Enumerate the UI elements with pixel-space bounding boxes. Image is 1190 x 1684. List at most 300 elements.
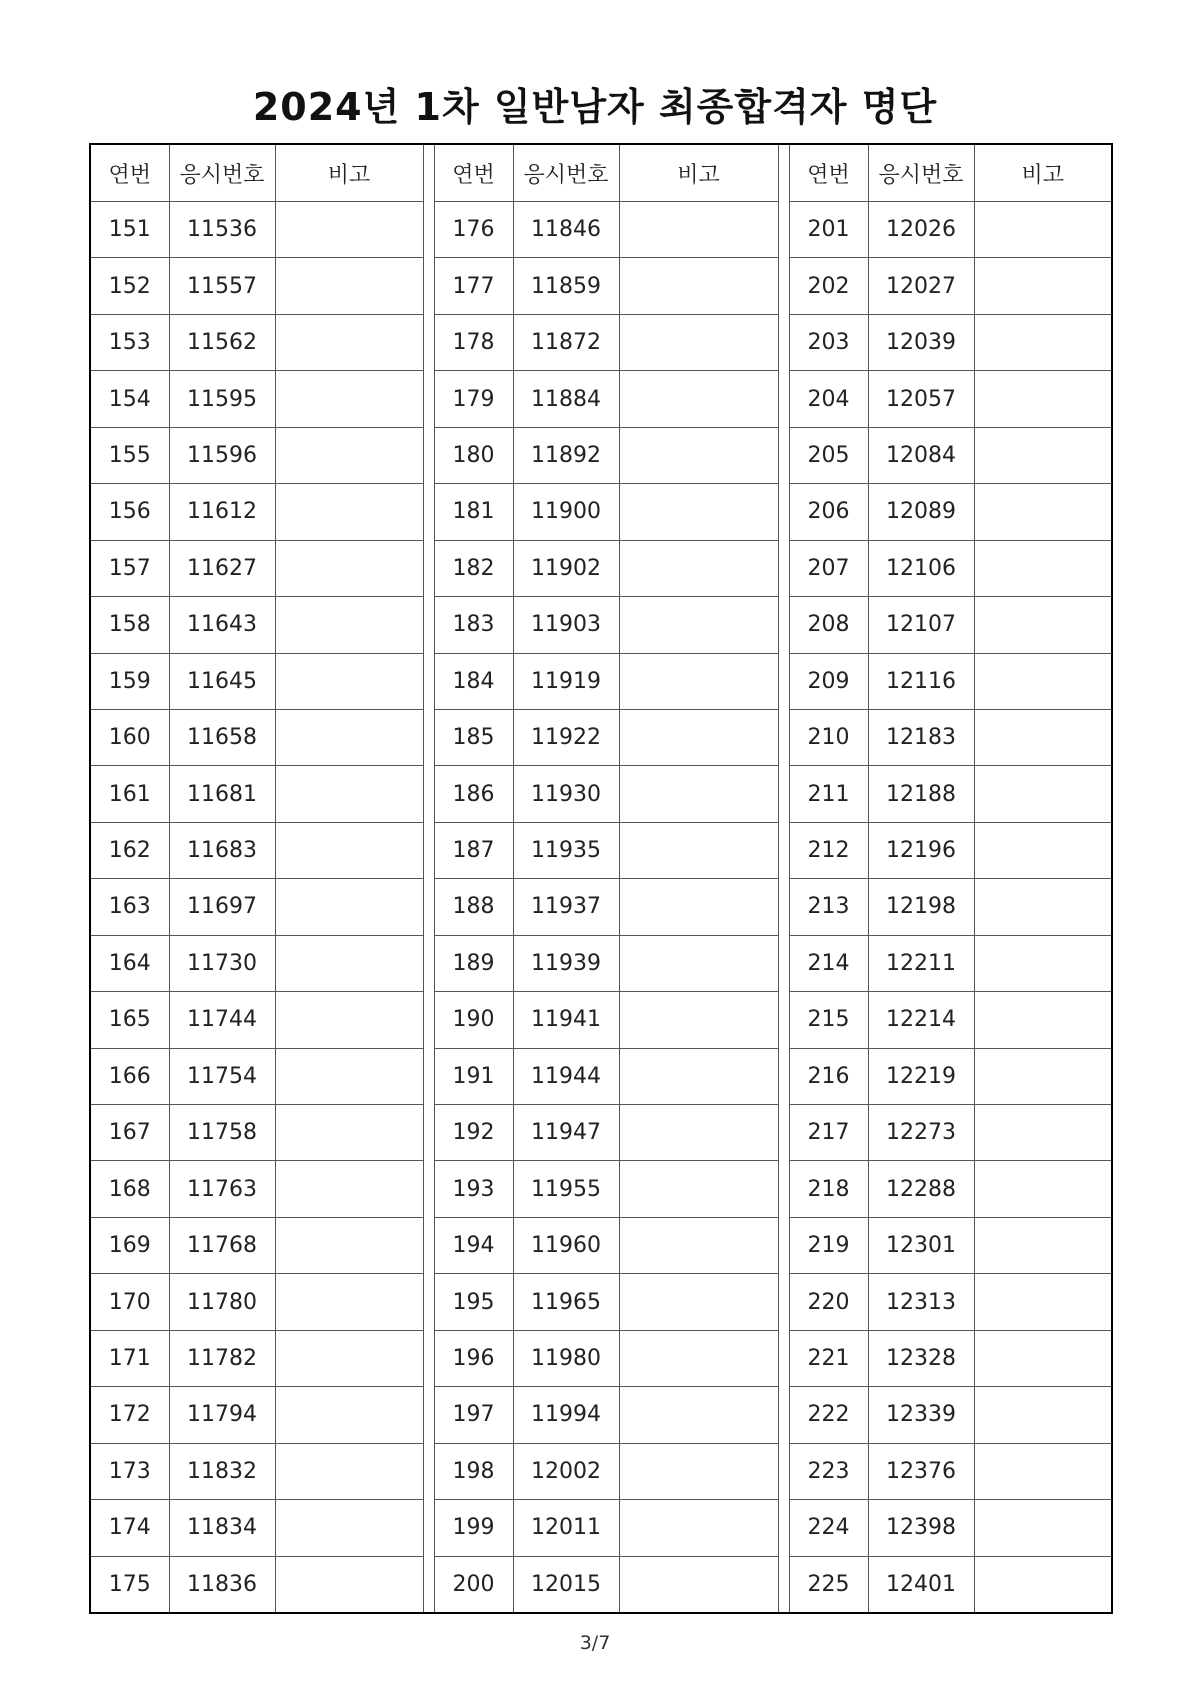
exam-no-cell: 12273 bbox=[868, 1105, 974, 1161]
note-cell bbox=[974, 597, 1112, 653]
table-row bbox=[90, 992, 1112, 1048]
table-row bbox=[90, 258, 1112, 314]
column-gap bbox=[423, 709, 434, 765]
note-cell bbox=[974, 822, 1112, 878]
note-cell bbox=[619, 1105, 778, 1161]
exam-no-cell: 11744 bbox=[169, 992, 275, 1048]
exam-no-cell: 11658 bbox=[169, 709, 275, 765]
exam-no-cell: 11859 bbox=[513, 258, 619, 314]
exam-no-cell: 12011 bbox=[513, 1500, 619, 1556]
seq-cell: 186 bbox=[434, 766, 513, 822]
seq-cell: 189 bbox=[434, 935, 513, 991]
exam-no-cell: 12211 bbox=[868, 935, 974, 991]
exam-no-cell: 11922 bbox=[513, 709, 619, 765]
seq-cell: 176 bbox=[434, 202, 513, 258]
note-cell bbox=[974, 879, 1112, 935]
table-row bbox=[90, 766, 1112, 822]
table-row bbox=[90, 1387, 1112, 1443]
column-gap bbox=[778, 371, 789, 427]
results-table bbox=[89, 143, 1113, 1614]
note-cell bbox=[619, 484, 778, 540]
exam-no-cell: 11980 bbox=[513, 1330, 619, 1386]
column-gap bbox=[423, 1274, 434, 1330]
column-gap bbox=[423, 879, 434, 935]
note-cell bbox=[275, 1387, 423, 1443]
seq-cell: 209 bbox=[789, 653, 868, 709]
note-cell bbox=[275, 653, 423, 709]
seq-cell: 220 bbox=[789, 1274, 868, 1330]
exam-no-cell: 12084 bbox=[868, 427, 974, 483]
exam-no-cell: 11955 bbox=[513, 1161, 619, 1217]
column-gap bbox=[778, 314, 789, 370]
exam-no-cell: 11562 bbox=[169, 314, 275, 370]
table-row bbox=[90, 1556, 1112, 1613]
exam-no-cell: 11595 bbox=[169, 371, 275, 427]
exam-no-cell: 11832 bbox=[169, 1443, 275, 1499]
note-cell bbox=[619, 371, 778, 427]
note-cell bbox=[974, 314, 1112, 370]
exam-no-cell: 12196 bbox=[868, 822, 974, 878]
note-cell bbox=[974, 202, 1112, 258]
column-gap bbox=[778, 1048, 789, 1104]
note-cell bbox=[619, 427, 778, 483]
seq-cell: 163 bbox=[90, 879, 169, 935]
column-gap bbox=[423, 371, 434, 427]
column-gap bbox=[778, 822, 789, 878]
seq-cell: 177 bbox=[434, 258, 513, 314]
note-cell bbox=[275, 1330, 423, 1386]
exam-no-cell: 11557 bbox=[169, 258, 275, 314]
column-gap bbox=[423, 1048, 434, 1104]
seq-cell: 155 bbox=[90, 427, 169, 483]
exam-no-cell: 12026 bbox=[868, 202, 974, 258]
exam-no-cell: 12057 bbox=[868, 371, 974, 427]
exam-no-cell: 11994 bbox=[513, 1387, 619, 1443]
exam-no-cell: 11944 bbox=[513, 1048, 619, 1104]
seq-cell: 225 bbox=[789, 1556, 868, 1613]
seq-cell: 171 bbox=[90, 1330, 169, 1386]
exam-no-cell: 11872 bbox=[513, 314, 619, 370]
column-gap bbox=[423, 1161, 434, 1217]
exam-no-cell: 12339 bbox=[868, 1387, 974, 1443]
exam-no-cell: 11697 bbox=[169, 879, 275, 935]
exam-no-cell: 11758 bbox=[169, 1105, 275, 1161]
note-cell bbox=[619, 540, 778, 596]
column-gap bbox=[778, 258, 789, 314]
seq-cell: 151 bbox=[90, 202, 169, 258]
column-gap bbox=[423, 1217, 434, 1273]
note-cell bbox=[275, 935, 423, 991]
column-gap bbox=[423, 935, 434, 991]
table-row bbox=[90, 1274, 1112, 1330]
note-cell bbox=[974, 1048, 1112, 1104]
exam-no-cell: 11903 bbox=[513, 597, 619, 653]
column-gap bbox=[423, 597, 434, 653]
seq-cell: 198 bbox=[434, 1443, 513, 1499]
seq-cell: 178 bbox=[434, 314, 513, 370]
exam-no-cell: 11884 bbox=[513, 371, 619, 427]
table-row bbox=[90, 202, 1112, 258]
note-cell bbox=[974, 1330, 1112, 1386]
seq-cell: 205 bbox=[789, 427, 868, 483]
column-gap bbox=[423, 992, 434, 1048]
column-gap bbox=[778, 879, 789, 935]
note-cell bbox=[275, 1500, 423, 1556]
exam-no-cell: 12015 bbox=[513, 1556, 619, 1613]
page-title: 2024년 1차 일반남자 최종합격자 명단 bbox=[252, 85, 938, 129]
note-cell bbox=[619, 597, 778, 653]
column-gap bbox=[423, 144, 434, 202]
exam-no-cell: 11681 bbox=[169, 766, 275, 822]
exam-no-cell: 11763 bbox=[169, 1161, 275, 1217]
note-cell bbox=[619, 879, 778, 935]
seq-cell: 211 bbox=[789, 766, 868, 822]
seq-cell: 179 bbox=[434, 371, 513, 427]
seq-cell: 152 bbox=[90, 258, 169, 314]
exam-no-cell: 12328 bbox=[868, 1330, 974, 1386]
column-gap bbox=[778, 1161, 789, 1217]
column-gap bbox=[778, 1217, 789, 1273]
seq-cell: 222 bbox=[789, 1387, 868, 1443]
page-number: 3/7 bbox=[579, 1632, 611, 1654]
note-cell bbox=[275, 427, 423, 483]
note-cell bbox=[275, 879, 423, 935]
note-cell bbox=[275, 822, 423, 878]
exam-no-cell: 11965 bbox=[513, 1274, 619, 1330]
table-row bbox=[90, 1500, 1112, 1556]
exam-no-cell: 11937 bbox=[513, 879, 619, 935]
column-gap bbox=[423, 1556, 434, 1613]
note-cell bbox=[619, 1500, 778, 1556]
exam-no-cell: 11846 bbox=[513, 202, 619, 258]
exam-no-cell: 11536 bbox=[169, 202, 275, 258]
seq-cell: 188 bbox=[434, 879, 513, 935]
seq-cell: 164 bbox=[90, 935, 169, 991]
column-gap bbox=[423, 258, 434, 314]
seq-cell: 206 bbox=[789, 484, 868, 540]
column-gap bbox=[778, 653, 789, 709]
column-gap bbox=[423, 1500, 434, 1556]
exam-no-cell: 12107 bbox=[868, 597, 974, 653]
column-gap bbox=[778, 484, 789, 540]
exam-no-cell: 11941 bbox=[513, 992, 619, 1048]
exam-no-cell: 11612 bbox=[169, 484, 275, 540]
column-gap bbox=[423, 822, 434, 878]
note-cell bbox=[619, 1330, 778, 1386]
seq-cell: 197 bbox=[434, 1387, 513, 1443]
header-seq: 연번 bbox=[434, 144, 513, 202]
note-cell bbox=[275, 258, 423, 314]
header-note: 비고 bbox=[275, 144, 423, 202]
exam-no-cell: 12214 bbox=[868, 992, 974, 1048]
note-cell bbox=[275, 1161, 423, 1217]
column-gap bbox=[778, 144, 789, 202]
table-row bbox=[90, 709, 1112, 765]
table-row bbox=[90, 427, 1112, 483]
note-cell bbox=[619, 766, 778, 822]
seq-cell: 194 bbox=[434, 1217, 513, 1273]
note-cell bbox=[974, 1443, 1112, 1499]
exam-no-cell: 12313 bbox=[868, 1274, 974, 1330]
table-row bbox=[90, 597, 1112, 653]
seq-cell: 153 bbox=[90, 314, 169, 370]
seq-cell: 204 bbox=[789, 371, 868, 427]
note-cell bbox=[619, 1556, 778, 1613]
seq-cell: 173 bbox=[90, 1443, 169, 1499]
exam-no-cell: 12002 bbox=[513, 1443, 619, 1499]
seq-cell: 159 bbox=[90, 653, 169, 709]
note-cell bbox=[619, 1274, 778, 1330]
column-gap bbox=[423, 314, 434, 370]
table-row bbox=[90, 653, 1112, 709]
note-cell bbox=[275, 766, 423, 822]
header-exam-no: 응시번호 bbox=[513, 144, 619, 202]
exam-no-cell: 11754 bbox=[169, 1048, 275, 1104]
note-cell bbox=[974, 766, 1112, 822]
seq-cell: 156 bbox=[90, 484, 169, 540]
note-cell bbox=[275, 371, 423, 427]
note-cell bbox=[974, 258, 1112, 314]
header-exam-no: 응시번호 bbox=[169, 144, 275, 202]
table-row bbox=[90, 879, 1112, 935]
note-cell bbox=[974, 1500, 1112, 1556]
table-row bbox=[90, 1217, 1112, 1273]
exam-no-cell: 11794 bbox=[169, 1387, 275, 1443]
note-cell bbox=[275, 314, 423, 370]
seq-cell: 169 bbox=[90, 1217, 169, 1273]
seq-cell: 216 bbox=[789, 1048, 868, 1104]
note-cell bbox=[275, 540, 423, 596]
seq-cell: 154 bbox=[90, 371, 169, 427]
table-row bbox=[90, 1048, 1112, 1104]
column-gap bbox=[778, 935, 789, 991]
column-gap bbox=[423, 766, 434, 822]
table-row bbox=[90, 314, 1112, 370]
exam-no-cell: 12219 bbox=[868, 1048, 974, 1104]
seq-cell: 215 bbox=[789, 992, 868, 1048]
note-cell bbox=[619, 935, 778, 991]
header-note: 비고 bbox=[619, 144, 778, 202]
seq-cell: 202 bbox=[789, 258, 868, 314]
seq-cell: 185 bbox=[434, 709, 513, 765]
seq-cell: 192 bbox=[434, 1105, 513, 1161]
exam-no-cell: 11960 bbox=[513, 1217, 619, 1273]
column-gap bbox=[423, 427, 434, 483]
column-gap bbox=[778, 1330, 789, 1386]
seq-cell: 219 bbox=[789, 1217, 868, 1273]
exam-no-cell: 11730 bbox=[169, 935, 275, 991]
exam-no-cell: 12116 bbox=[868, 653, 974, 709]
note-cell bbox=[275, 992, 423, 1048]
seq-cell: 172 bbox=[90, 1387, 169, 1443]
seq-cell: 181 bbox=[434, 484, 513, 540]
note-cell bbox=[974, 1105, 1112, 1161]
seq-cell: 195 bbox=[434, 1274, 513, 1330]
seq-cell: 174 bbox=[90, 1500, 169, 1556]
seq-cell: 160 bbox=[90, 709, 169, 765]
seq-cell: 224 bbox=[789, 1500, 868, 1556]
seq-cell: 170 bbox=[90, 1274, 169, 1330]
seq-cell: 191 bbox=[434, 1048, 513, 1104]
exam-no-cell: 12183 bbox=[868, 709, 974, 765]
note-cell bbox=[619, 653, 778, 709]
note-cell bbox=[275, 1443, 423, 1499]
seq-cell: 208 bbox=[789, 597, 868, 653]
column-gap bbox=[423, 1443, 434, 1499]
exam-no-cell: 12288 bbox=[868, 1161, 974, 1217]
note-cell bbox=[974, 1161, 1112, 1217]
note-cell bbox=[974, 1217, 1112, 1273]
exam-no-cell: 11643 bbox=[169, 597, 275, 653]
exam-no-cell: 12376 bbox=[868, 1443, 974, 1499]
column-gap bbox=[423, 1330, 434, 1386]
column-gap bbox=[778, 1274, 789, 1330]
seq-cell: 199 bbox=[434, 1500, 513, 1556]
exam-no-cell: 11683 bbox=[169, 822, 275, 878]
seq-cell: 184 bbox=[434, 653, 513, 709]
column-gap bbox=[778, 992, 789, 1048]
table-row bbox=[90, 371, 1112, 427]
seq-cell: 212 bbox=[789, 822, 868, 878]
seq-cell: 180 bbox=[434, 427, 513, 483]
exam-no-cell: 11930 bbox=[513, 766, 619, 822]
seq-cell: 223 bbox=[789, 1443, 868, 1499]
note-cell bbox=[974, 1556, 1112, 1613]
exam-no-cell: 12027 bbox=[868, 258, 974, 314]
table-row bbox=[90, 1105, 1112, 1161]
note-cell bbox=[619, 314, 778, 370]
exam-no-cell: 12398 bbox=[868, 1500, 974, 1556]
column-gap bbox=[423, 1105, 434, 1161]
seq-cell: 165 bbox=[90, 992, 169, 1048]
seq-cell: 162 bbox=[90, 822, 169, 878]
column-gap bbox=[778, 540, 789, 596]
seq-cell: 218 bbox=[789, 1161, 868, 1217]
note-cell bbox=[619, 992, 778, 1048]
column-gap bbox=[778, 1443, 789, 1499]
column-gap bbox=[778, 709, 789, 765]
seq-cell: 213 bbox=[789, 879, 868, 935]
note-cell bbox=[974, 935, 1112, 991]
note-cell bbox=[974, 1387, 1112, 1443]
note-cell bbox=[275, 1048, 423, 1104]
note-cell bbox=[275, 484, 423, 540]
column-gap bbox=[423, 484, 434, 540]
seq-cell: 182 bbox=[434, 540, 513, 596]
note-cell bbox=[974, 653, 1112, 709]
header-note: 비고 bbox=[974, 144, 1112, 202]
column-gap bbox=[778, 1105, 789, 1161]
exam-no-cell: 11902 bbox=[513, 540, 619, 596]
column-gap bbox=[778, 202, 789, 258]
column-gap bbox=[778, 597, 789, 653]
seq-cell: 187 bbox=[434, 822, 513, 878]
exam-no-cell: 11892 bbox=[513, 427, 619, 483]
note-cell bbox=[619, 1217, 778, 1273]
header-row bbox=[90, 144, 1112, 202]
seq-cell: 203 bbox=[789, 314, 868, 370]
note-cell bbox=[619, 1443, 778, 1499]
header-exam-no: 응시번호 bbox=[868, 144, 974, 202]
table-row bbox=[90, 935, 1112, 991]
seq-cell: 158 bbox=[90, 597, 169, 653]
seq-cell: 200 bbox=[434, 1556, 513, 1613]
note-cell bbox=[974, 427, 1112, 483]
table-row bbox=[90, 1330, 1112, 1386]
exam-no-cell: 11782 bbox=[169, 1330, 275, 1386]
note-cell bbox=[275, 597, 423, 653]
seq-cell: 183 bbox=[434, 597, 513, 653]
note-cell bbox=[619, 202, 778, 258]
header-seq: 연번 bbox=[90, 144, 169, 202]
column-gap bbox=[423, 653, 434, 709]
seq-cell: 175 bbox=[90, 1556, 169, 1613]
exam-no-cell: 12198 bbox=[868, 879, 974, 935]
table-row bbox=[90, 822, 1112, 878]
seq-cell: 166 bbox=[90, 1048, 169, 1104]
column-gap bbox=[778, 427, 789, 483]
table-row bbox=[90, 1443, 1112, 1499]
column-gap bbox=[778, 1500, 789, 1556]
exam-no-cell: 11935 bbox=[513, 822, 619, 878]
note-cell bbox=[619, 822, 778, 878]
exam-no-cell: 12301 bbox=[868, 1217, 974, 1273]
exam-no-cell: 11919 bbox=[513, 653, 619, 709]
note-cell bbox=[974, 992, 1112, 1048]
table-row bbox=[90, 540, 1112, 596]
note-cell bbox=[619, 1161, 778, 1217]
note-cell bbox=[275, 709, 423, 765]
seq-cell: 214 bbox=[789, 935, 868, 991]
seq-cell: 157 bbox=[90, 540, 169, 596]
column-gap bbox=[778, 1556, 789, 1613]
exam-no-cell: 11627 bbox=[169, 540, 275, 596]
seq-cell: 217 bbox=[789, 1105, 868, 1161]
exam-no-cell: 12106 bbox=[868, 540, 974, 596]
exam-no-cell: 12089 bbox=[868, 484, 974, 540]
seq-cell: 193 bbox=[434, 1161, 513, 1217]
header-seq: 연번 bbox=[789, 144, 868, 202]
note-cell bbox=[275, 1556, 423, 1613]
column-gap bbox=[778, 766, 789, 822]
seq-cell: 210 bbox=[789, 709, 868, 765]
seq-cell: 207 bbox=[789, 540, 868, 596]
note-cell bbox=[619, 258, 778, 314]
table-row bbox=[90, 1161, 1112, 1217]
exam-no-cell: 11645 bbox=[169, 653, 275, 709]
seq-cell: 190 bbox=[434, 992, 513, 1048]
seq-cell: 201 bbox=[789, 202, 868, 258]
note-cell bbox=[974, 540, 1112, 596]
note-cell bbox=[619, 1387, 778, 1443]
note-cell bbox=[974, 371, 1112, 427]
exam-no-cell: 11939 bbox=[513, 935, 619, 991]
exam-no-cell: 11900 bbox=[513, 484, 619, 540]
exam-no-cell: 11780 bbox=[169, 1274, 275, 1330]
exam-no-cell: 12039 bbox=[868, 314, 974, 370]
exam-no-cell: 11834 bbox=[169, 1500, 275, 1556]
note-cell bbox=[619, 1048, 778, 1104]
seq-cell: 196 bbox=[434, 1330, 513, 1386]
seq-cell: 168 bbox=[90, 1161, 169, 1217]
note-cell bbox=[275, 1217, 423, 1273]
note-cell bbox=[275, 202, 423, 258]
column-gap bbox=[423, 202, 434, 258]
note-cell bbox=[974, 1274, 1112, 1330]
seq-cell: 161 bbox=[90, 766, 169, 822]
exam-no-cell: 12401 bbox=[868, 1556, 974, 1613]
table-body bbox=[90, 202, 1112, 1614]
